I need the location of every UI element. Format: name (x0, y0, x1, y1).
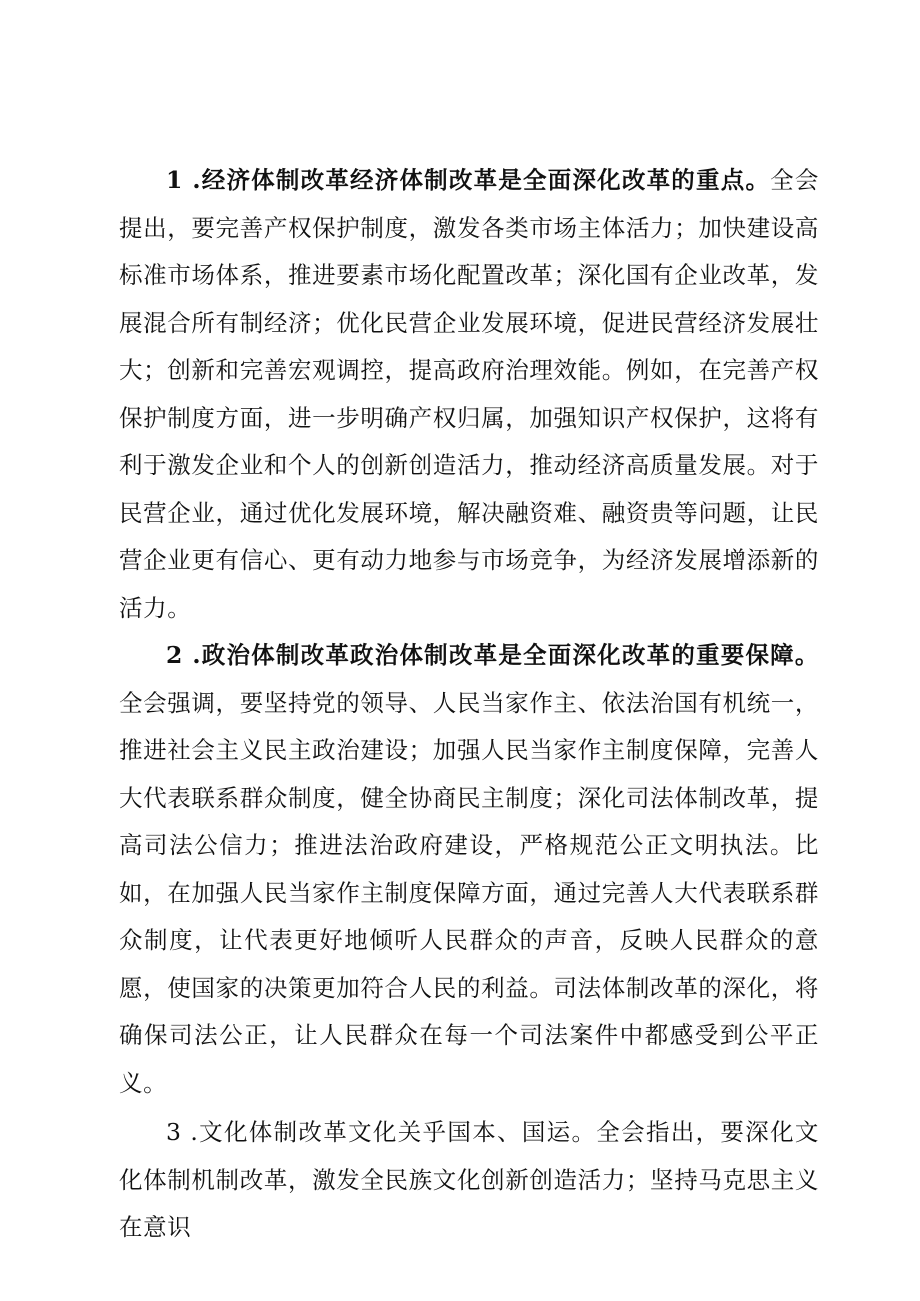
paragraph-cultural-reform (119, 1109, 819, 1252)
paragraph-text: 全会强调，要坚持党的领导、人民当家作主、依法治国有机统一，推进社会主义民主政治建设；加强人民当家作主制度保障，完善人大代表联系群众制度，健全协商民主制度；深化司法体制改革，提高司法公信力；推进法治政府建设，严格规范公正文明执法。比如，在加强人民当家作主制度保障方面，通过完善人大代表联系群众制度，让代表更好地倾听人民群众的声音，反映人民群众的意愿，使国家的决策更加符合人民的利益。司法体制改革的深化，将确保司法公正，让人民群众在每一个司法案件中都感受到公平正义。 (119, 688, 819, 1097)
paragraph-heading: 2 .政治体制改革政治体制改革是全面深化改革的重要保障。 (166, 641, 819, 669)
paragraph-political-reform (119, 632, 819, 1107)
paragraph-text: 全会提出，要完善产权保护制度，激发各类市场主体活力；加快建设高标准市场体系，推进要素市场化配置改革；深化国有企业改革，发展混合所有制经济；优化民营企业发展环境，促进民营经济发展壮大；创新和完善宏观调控，提高政府治理效能。例如，在完善产权保护制度方面，进一步明确产权归属，加强知识产权保护，这将有利于激发企业和个人的创新创造活力，推动经济高质量发展。对于民营企业，通过优化发展环境，解决融资难、融资贵等问题，让民营企业更有信心、更有动力地参与市场竞争，为经济发展增添新的活力。 (119, 166, 819, 622)
document-body (119, 157, 819, 1252)
paragraph-heading: 1 .经济体制改革经济体制改革是全面深化改革的重点。 (166, 166, 771, 194)
paragraph-economic-reform (119, 157, 819, 632)
paragraph-text: 3 .文化体制改革文化关乎国本、国运。全会指出，要深化文化体制机制改革，激发全民族文化创新创造活力；坚持马克思主义在意识 (119, 1118, 819, 1241)
